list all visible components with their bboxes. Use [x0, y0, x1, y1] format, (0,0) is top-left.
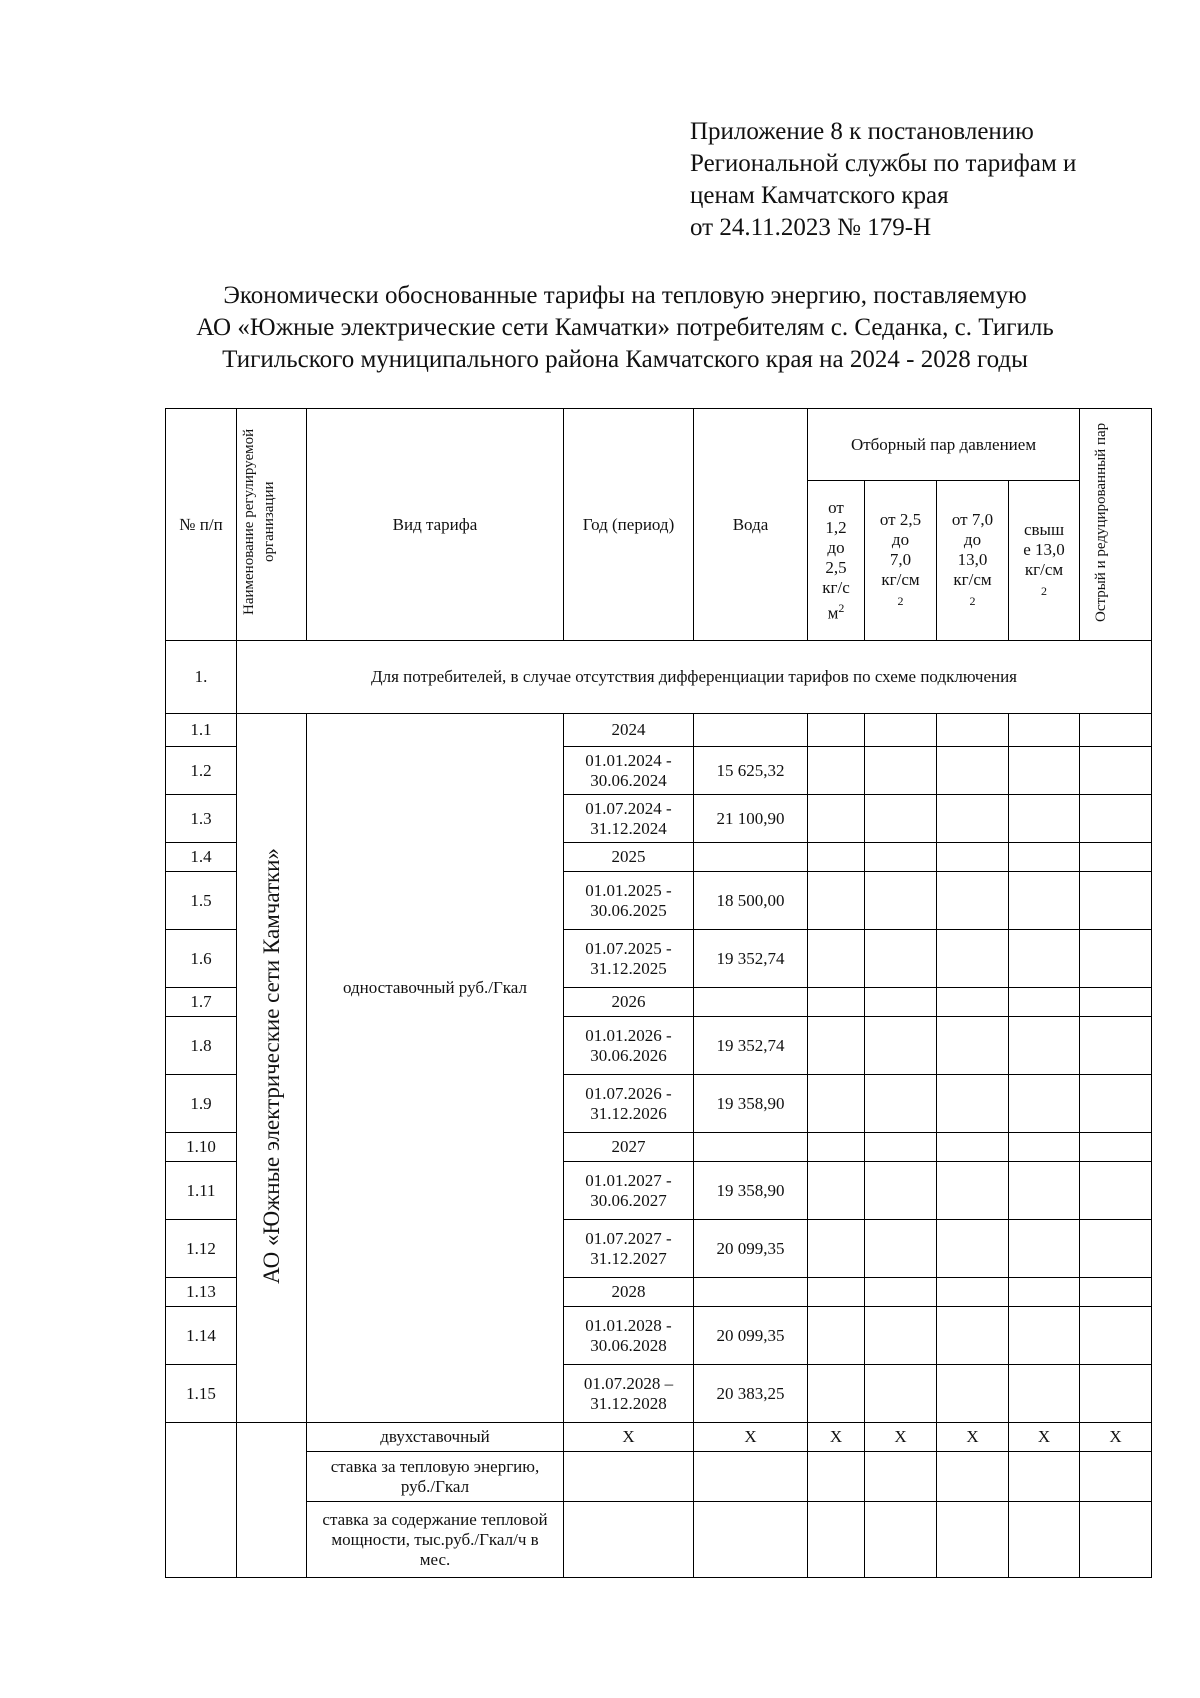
header-number: № п/п: [166, 409, 237, 641]
header-steam-4: свыш е 13,0 кг/см 2: [1009, 481, 1080, 641]
row-number: 1.6: [166, 930, 237, 988]
row-number: 1.11: [166, 1162, 237, 1220]
period-cell: 01.01.2026 - 30.06.2026: [564, 1017, 694, 1075]
water-value: 20 383,25: [694, 1365, 808, 1423]
row-number: 1.13: [166, 1278, 237, 1307]
period-cell: 01.07.2026 - 31.12.2026: [564, 1075, 694, 1133]
header-year: Год (период): [564, 409, 694, 641]
header-steam-group: Отборный пар давлением: [808, 409, 1080, 481]
header-organization: [237, 409, 307, 641]
water-value: 20 099,35: [694, 1307, 808, 1365]
water-value: 19 352,74: [694, 930, 808, 988]
water-value: [694, 714, 808, 747]
water-value: [694, 1133, 808, 1162]
water-value: 21 100,90: [694, 795, 808, 843]
x-mark: X: [808, 1423, 865, 1452]
water-value: [694, 843, 808, 872]
appendix-line: Приложение 8 к постановлению: [690, 118, 1034, 145]
tariff-table: [165, 408, 1152, 1578]
title-line: АО «Южные электрические сети Камчатки» потребителям с. Седанка, с. Тигиль: [196, 314, 1054, 341]
water-value: 19 358,90: [694, 1075, 808, 1133]
title-line: Экономически обоснованные тарифы на тепловую энергию, поставляемую: [223, 282, 1027, 309]
period-cell: 01.07.2025 - 31.12.2025: [564, 930, 694, 988]
appendix-line: Региональной службы по тарифам и: [690, 150, 1077, 177]
header-steam-2: от 2,5 до 7,0 кг/см 2: [865, 481, 937, 641]
row-number: 1.14: [166, 1307, 237, 1365]
two-rate-row: [166, 1502, 1152, 1578]
water-value: 19 358,90: [694, 1162, 808, 1220]
row-number: 1.15: [166, 1365, 237, 1423]
two-rate-row: [166, 1452, 1152, 1502]
x-mark: X: [694, 1423, 808, 1452]
period-cell: 01.01.2024 - 30.06.2024: [564, 747, 694, 795]
x-mark: X: [1009, 1423, 1080, 1452]
x-mark: X: [1080, 1423, 1152, 1452]
section-title: Для потребителей, в случае отсутствия дифференциации тарифов по схеме подключения: [237, 641, 1152, 714]
appendix-reference: [690, 116, 1170, 244]
org-name: АО «Южные электрические сети Камчатки»: [258, 847, 284, 1284]
header-sharp-steam-text: Острый и редуцированный пар: [1092, 422, 1109, 622]
row-number: 1.7: [166, 988, 237, 1017]
single-rate-label: одноставочный руб./Гкал: [307, 714, 564, 1423]
x-mark: X: [937, 1423, 1009, 1452]
energy-rate-label: ставка за тепловую энергию, руб./Гкал: [307, 1452, 564, 1502]
x-mark: X: [564, 1423, 694, 1452]
header-organization-text: Наименование регулируемой организации: [240, 428, 277, 616]
water-value: [694, 1278, 808, 1307]
year-cell: 2027: [564, 1133, 694, 1162]
table-row: [166, 714, 1152, 747]
row-number: 1.5: [166, 872, 237, 930]
year-cell: 2024: [564, 714, 694, 747]
header-sharp-steam: [1080, 409, 1152, 641]
year-cell: 2026: [564, 988, 694, 1017]
row-number: 1.4: [166, 843, 237, 872]
section-number: 1.: [166, 641, 237, 714]
two-rate-number: [166, 1423, 237, 1578]
year-cell: 2025: [564, 843, 694, 872]
title-line: Тигильского муниципального района Камчатского края на 2024 - 2028 годы: [222, 346, 1028, 373]
row-number: 1.3: [166, 795, 237, 843]
period-cell: 01.01.2027 - 30.06.2027: [564, 1162, 694, 1220]
two-rate-row: [166, 1423, 1152, 1452]
period-cell: 01.07.2028 – 31.12.2028: [564, 1365, 694, 1423]
header-steam-3: от 7,0 до 13,0 кг/см 2: [937, 481, 1009, 641]
two-rate-org: [237, 1423, 307, 1578]
header-tariff-type: Вид тарифа: [307, 409, 564, 641]
appendix-line: ценам Камчатского края: [690, 182, 949, 209]
row-number: 1.10: [166, 1133, 237, 1162]
header-water: Вода: [694, 409, 808, 641]
period-cell: 01.01.2025 - 30.06.2025: [564, 872, 694, 930]
row-number: 1.12: [166, 1220, 237, 1278]
appendix-line: от 24.11.2023 № 179-Н: [690, 214, 932, 241]
row-number: 1.8: [166, 1017, 237, 1075]
capacity-rate-label: ставка за содержание тепловой мощности, тыс.руб./Гкал/ч в мес.: [307, 1502, 564, 1578]
year-cell: 2028: [564, 1278, 694, 1307]
two-rate-label: двухставочный: [307, 1423, 564, 1452]
document-title: [150, 280, 1100, 376]
water-value: [694, 988, 808, 1017]
row-number: 1.1: [166, 714, 237, 747]
water-value: 18 500,00: [694, 872, 808, 930]
org-name-cell: [237, 714, 307, 1423]
period-cell: 01.07.2027 - 31.12.2027: [564, 1220, 694, 1278]
period-cell: 01.07.2024 - 31.12.2024: [564, 795, 694, 843]
x-mark: X: [865, 1423, 937, 1452]
row-number: 1.9: [166, 1075, 237, 1133]
water-value: 20 099,35: [694, 1220, 808, 1278]
period-cell: 01.01.2028 - 30.06.2028: [564, 1307, 694, 1365]
water-value: 19 352,74: [694, 1017, 808, 1075]
header-steam-1: от 1,2 до 2,5 кг/с $м^2$: [808, 481, 865, 641]
water-value: 15 625,32: [694, 747, 808, 795]
row-number: 1.2: [166, 747, 237, 795]
